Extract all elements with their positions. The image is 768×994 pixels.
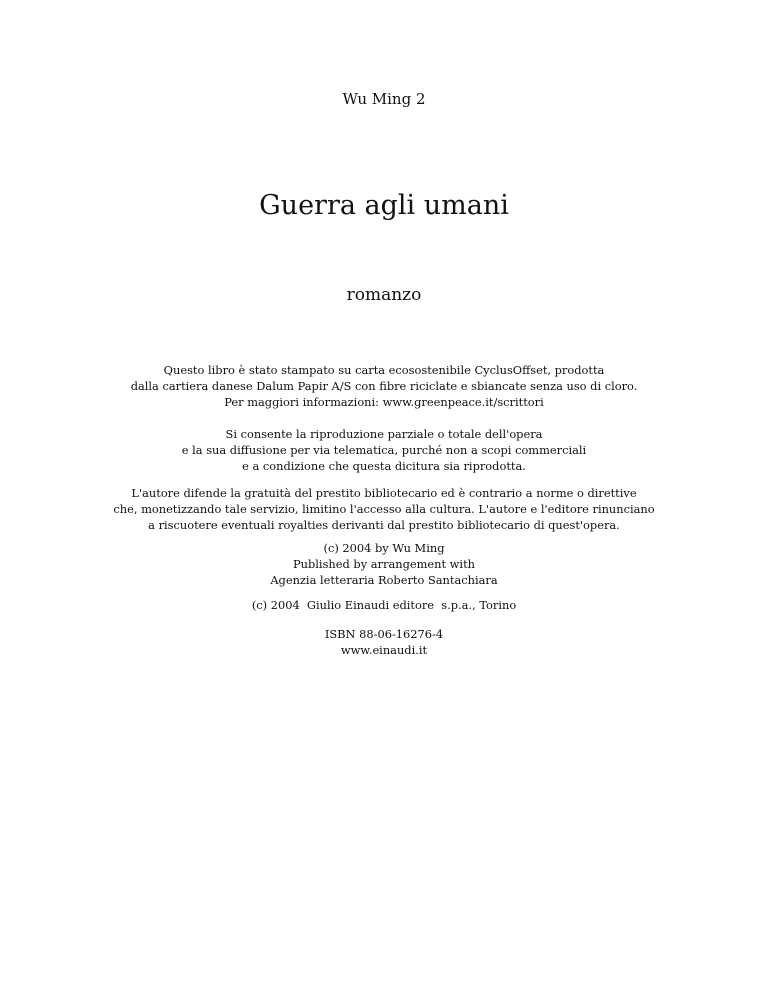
isbn-line: ISBN 88-06-16276-4 (324, 627, 444, 641)
book-title: Guerra agli umani (259, 190, 509, 221)
isbn-block (0, 626, 768, 658)
publisher-website: www.einaudi.it (340, 643, 428, 657)
author-name: Wu Ming 2 (342, 90, 426, 108)
lending-notice-line: che, monetizzando tale servizio, limitino l'accesso alla cultura. L'autore e l'editore rinunciano (113, 502, 655, 516)
author-copyright-line: (c) 2004 by Wu Ming (323, 541, 445, 555)
author-copyright-line: Published by arrangement with (293, 557, 475, 571)
paper-notice-line: dalla cartiera danese Dalum Papir A/S con fibre riciclate e sbiancate senza uso di cloro. (130, 379, 638, 393)
book-subtitle: romanzo (346, 285, 422, 305)
reproduction-notice-line: e la sua diffusione per via telematica, purché non a scopi commerciali (181, 443, 587, 457)
publisher-copyright-line: (c) 2004 Giulio Einaudi editore s.p.a., Torino (251, 598, 517, 612)
author-copyright-line: Agenzia letteraria Roberto Santachiara (270, 573, 498, 587)
reproduction-notice-line: e a condizione che questa dicitura sia riprodotta. (242, 459, 526, 473)
author-copyright (0, 540, 768, 588)
paper-notice (0, 362, 768, 410)
reproduction-notice (0, 426, 768, 474)
reproduction-notice-line: Si consente la riproduzione parziale o totale dell'opera (225, 427, 543, 441)
publisher-copyright (0, 597, 768, 613)
paper-notice-line: Questo libro è stato stampato su carta ecosostenibile CyclusOffset, prodotta (163, 363, 605, 377)
paper-notice-line: Per maggiori informazioni: www.greenpeace.it/scrittori (224, 395, 544, 409)
lending-notice-line: a riscuotere eventuali royalties derivanti dal prestito bibliotecario di quest'opera. (148, 518, 620, 532)
lending-notice-line: L'autore difende la gratuità del prestito bibliotecario ed è contrario a norme o direttive (131, 486, 637, 500)
lending-notice (0, 485, 768, 533)
